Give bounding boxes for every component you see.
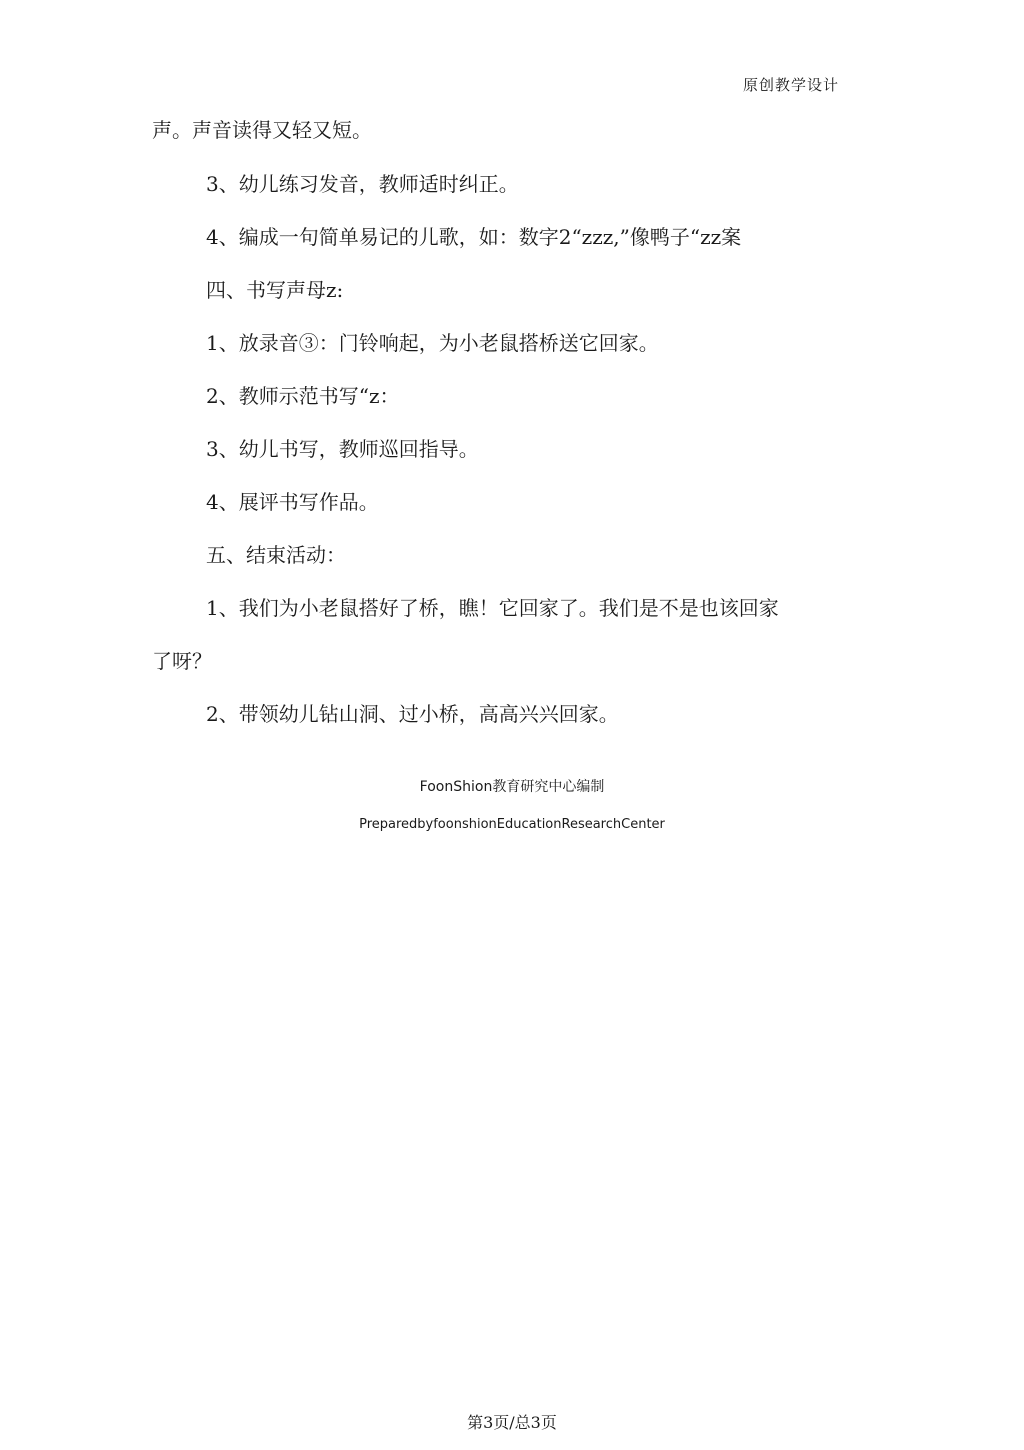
section-heading: 五、结束活动： xyxy=(206,543,346,567)
page-number: 第3页/总3页 xyxy=(467,1413,557,1432)
footer-org-english: PreparedbyfoonshionEducationResearchCenter xyxy=(359,817,665,832)
section-heading: 四、书写声母z: xyxy=(206,278,344,302)
header-label: 原创教学设计 xyxy=(742,76,839,94)
text-line: 了呀？ xyxy=(152,649,212,673)
footer-org: FoonShion教育研究中心编制 xyxy=(419,779,605,795)
text-line: 2、教师示范书写“z： xyxy=(206,384,400,408)
text-line: 2、带领幼儿钻山洞、过小桥，高高兴兴回家。 xyxy=(206,702,619,726)
text-line: 1、我们为小老鼠搭好了桥，瞧！它回家了。我们是不是也该回家 xyxy=(206,596,779,620)
text-line: 3、幼儿练习发音，教师适时纠正。 xyxy=(206,172,519,196)
text-line: 声。声音读得又轻又短。 xyxy=(152,118,372,142)
text-line: 4、展评书写作品。 xyxy=(206,490,379,514)
text-line: 4、编成一句简单易记的儿歌，如：数字2“zzz,”像鸭子“zz案 xyxy=(206,225,742,249)
text-line: 1、放录音③：门铃响起，为小老鼠搭桥送它回家。 xyxy=(206,331,659,355)
text-line: 3、幼儿书写，教师巡回指导。 xyxy=(206,437,479,461)
